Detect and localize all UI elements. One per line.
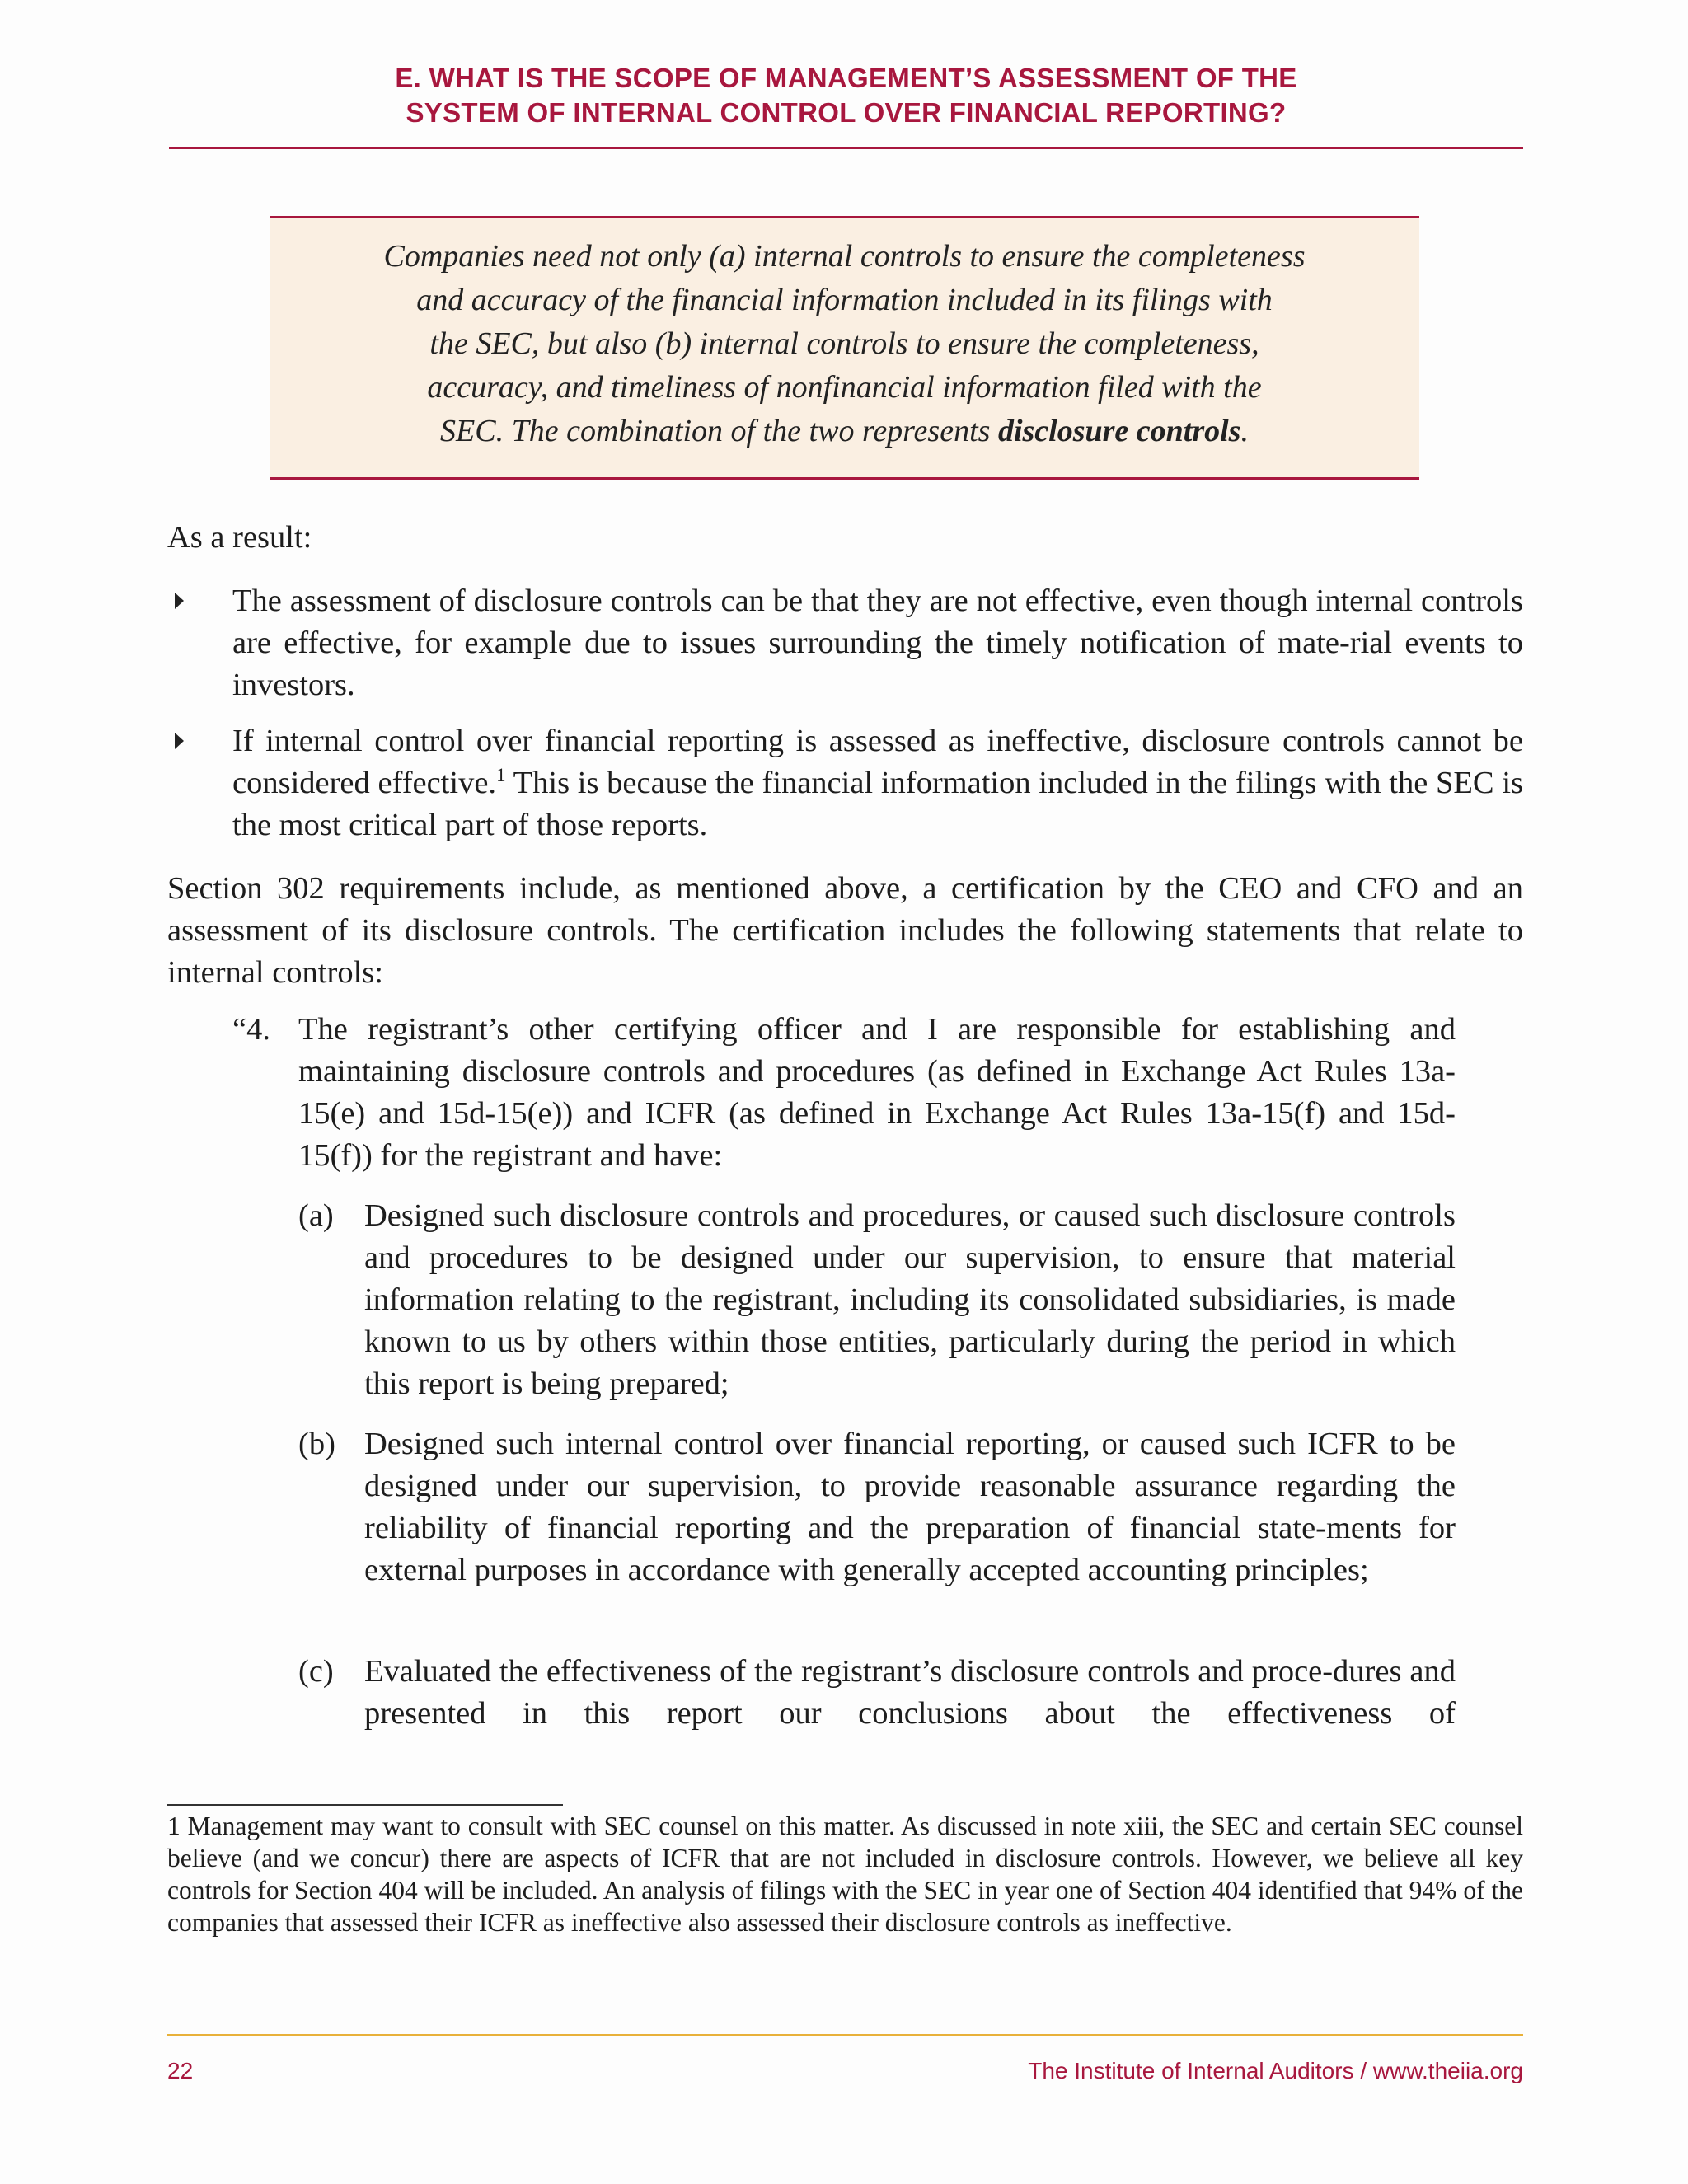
bullet-item-2 — [232, 720, 1523, 846]
callout-box — [270, 216, 1419, 480]
callout-line-1: Companies need not only (a) internal controls to ensure the completeness — [383, 239, 1306, 274]
sub-item-label: (c) — [298, 1654, 334, 1689]
footnote-divider — [167, 1804, 563, 1806]
footnote-ref: 1 — [496, 764, 506, 786]
callout-line-5 — [270, 410, 1419, 453]
sub-item-text: Designed such disclosure controls and procedures, or caused such disclosure controls and procedures to be designed under our supervision, to ensure that material information relating to the registrant, including its consolidated subsidiaries, is made known to us by others within those entities, particularly during the period in which this report is being prepared; — [364, 1198, 1456, 1401]
bullet-item-1: The assessment of disclosure controls can be that they are not effective, even though internal controls are effective, for example due to issues surrounding the timely notification of mate-rial events to investors. — [232, 583, 1523, 702]
sub-item-label: (a) — [298, 1198, 334, 1233]
section-heading-line-1: E. WHAT IS THE SCOPE OF MANAGEMENT’S ASSESSMENT OF THE — [395, 63, 1297, 93]
page-number: 22 — [167, 2058, 194, 2083]
callout-line-5-end: . — [1240, 414, 1249, 448]
footnote: 1 Management may want to consult with SEC counsel on this matter. As discussed in note xiii, the SEC and certain SEC counsel believe (and we concur) there are aspects of ICFR that are not included in disclosure controls. However, we believe all key controls for Section 404 will be included. An analysis of filings with the SEC in year one of Section 404 identified that 94% of the companies that assessed their ICFR as ineffective also assessed their disclosure controls as ineffective. — [167, 1811, 1523, 1937]
quote-text: The registrant’s other certifying officer and I are responsible for establishing and maintaining disclosure controls and procedures (as defined in Exchange Act Rules 13a-15(e) and 15d-15(e)) and ICFR (as defined in Exchange Act Rules 13a-15(f) and 15d-15(f)) for the registrant and have: — [298, 1012, 1456, 1173]
callout-line-5-text: SEC. The combination of the two represents — [440, 414, 998, 448]
bullet-arrow-icon — [175, 733, 184, 749]
sub-item-text: Evaluated the effectiveness of the registrant’s disclosure controls and proce-dures and presented in this report our conclusions about the effectiveness of — [364, 1654, 1456, 1731]
section-heading-line-2: SYSTEM OF INTERNAL CONTROL OVER FINANCIAL REPORTING? — [406, 97, 1287, 128]
quote-number: “4. — [232, 1012, 270, 1047]
callout-line-4: accuracy, and timeliness of nonfinancial information filed with the — [427, 370, 1262, 405]
sub-item-text: Designed such internal control over financial reporting, or caused such ICFR to be designed under our supervision, to provide reasonable assurance regarding the reliability of financial reporting and the preparation of financial state-ments for external purposes in accordance with generally accepted accounting principles; — [364, 1427, 1456, 1587]
bullet-item-2-text-cont: This is because the financial information included in the filings with the SEC is the most critical part of those reports. — [232, 766, 1523, 842]
sub-item-label: (b) — [298, 1427, 335, 1461]
lead-text: As a result: — [167, 520, 312, 555]
footer-divider — [167, 2034, 1523, 2036]
section-302-paragraph: Section 302 requirements include, as mentioned above, a certification by the CEO and CFO and an assessment of its disclosure controls. The certification includes the following statements that relate to internal controls: — [167, 871, 1523, 990]
bullet-item-2-text: If internal control over financial reporting is assessed as ineffective, disclosure controls cannot be considered effective. — [232, 724, 1523, 800]
callout-text — [270, 235, 1419, 453]
callout-emphasis: disclosure controls — [997, 414, 1241, 448]
header-divider — [169, 147, 1523, 149]
publisher-credit: The Institute of Internal Auditors / www.theiia.org — [1028, 2058, 1523, 2083]
section-heading — [169, 61, 1523, 130]
callout-line-2: and accuracy of the financial information included in its filings with — [416, 283, 1273, 317]
callout-line-3: the SEC, but also (b) internal controls to ensure the completeness, — [429, 326, 1259, 361]
bullet-arrow-icon — [175, 593, 184, 609]
